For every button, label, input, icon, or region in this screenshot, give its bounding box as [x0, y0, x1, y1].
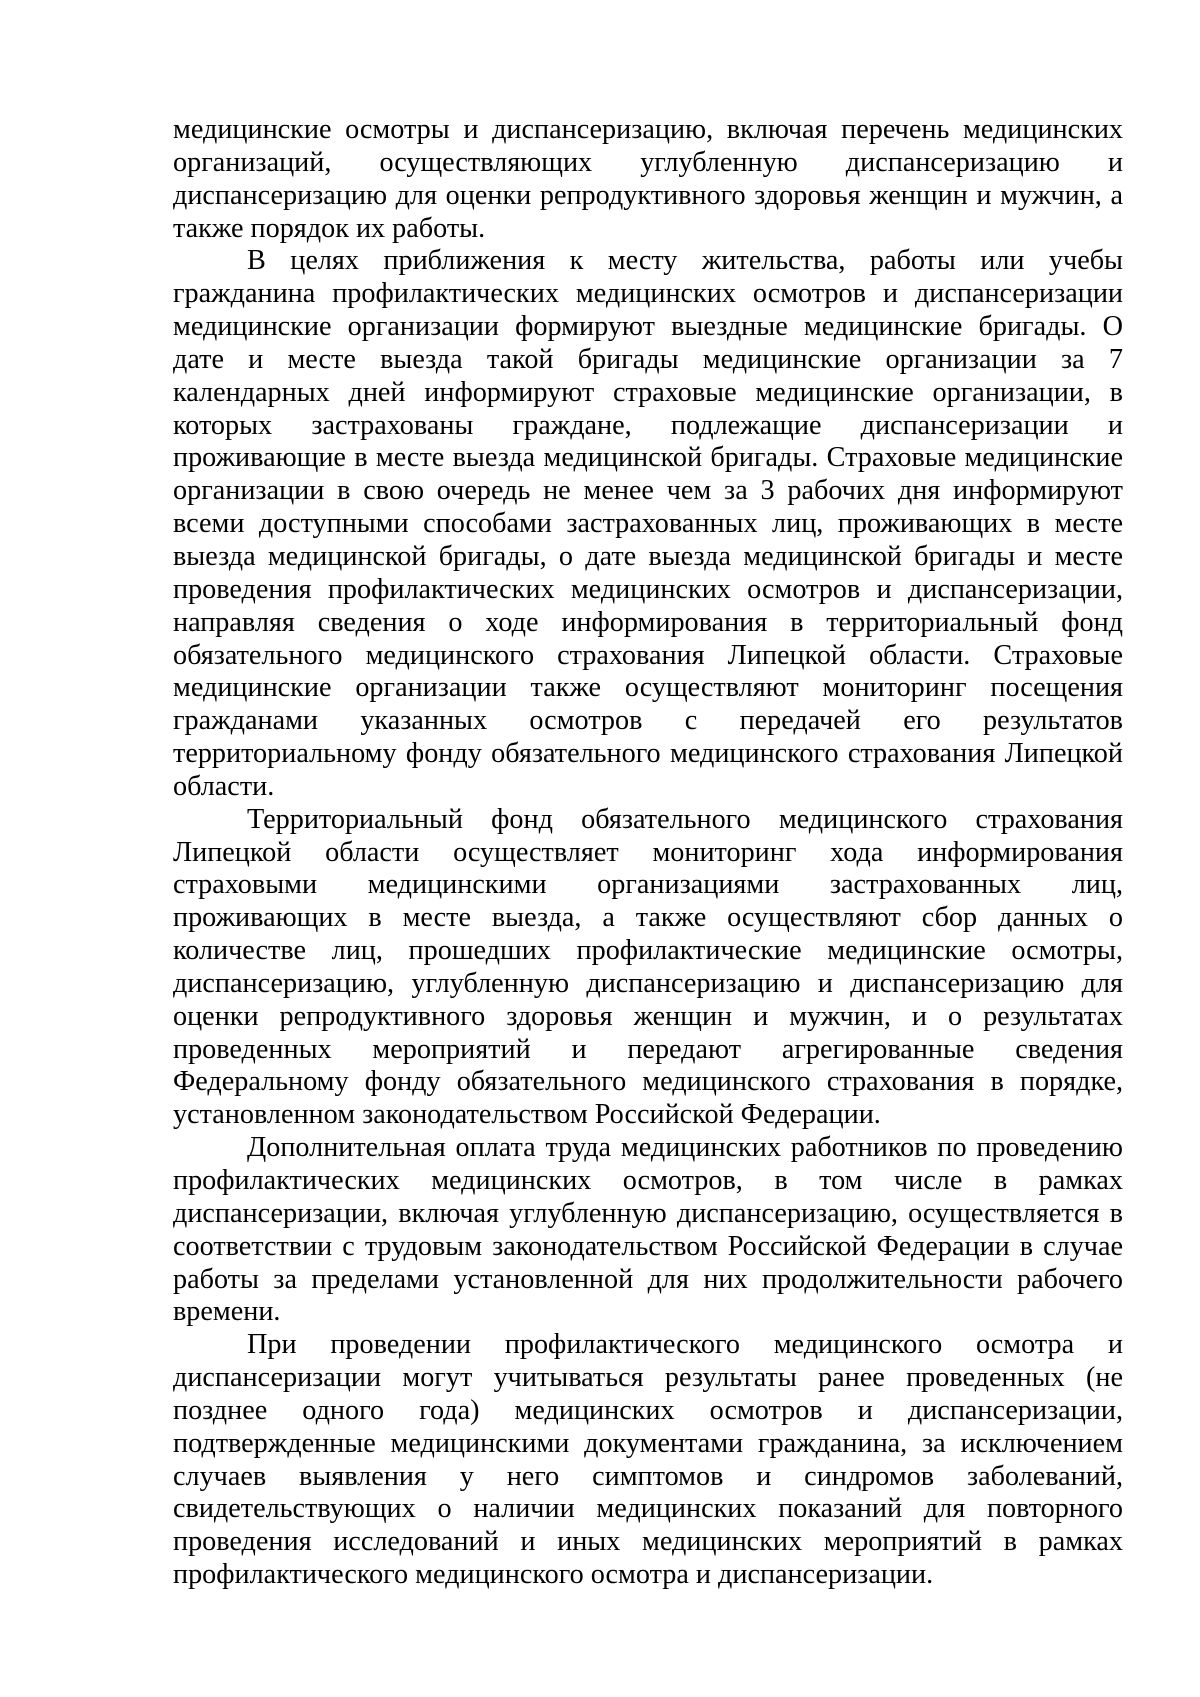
paragraph-4: Дополнительная оплата труда медицинских работников по проведению профилактических медицинских осмотров, в том числе в рамках диспансеризации, включая углубленную диспансеризацию, осуществляется в соответствии с трудовым законодательством Российской Федерации в случае работы за пределами установленной для них продолжительности рабочего времени. [173, 1132, 1123, 1328]
document-page [173, 114, 1123, 1592]
paragraph-2: В целях приближения к месту жительства, работы или учебы гражданина профилактических медицинских осмотров и диспансеризации медицинские организации формируют выездные медицинские бригады. О дате и месте выезда такой бригады медицинские организации за 7 календарных дней информируют страховые медицинские организации, в которых застрахованы граждане, подлежащие диспансеризации и проживающие в месте выезда медицинской бригады. Страховые медицинские организации в свою очередь не менее чем за 3 рабочих дня информируют всеми доступными способами застрахованных лиц, проживающих в месте выезда медицинской бригады, о дате выезда медицинской бригады и месте проведения профилактических медицинских осмотров и диспансеризации, направляя сведения о ходе информирования в территориальный фонд обязательного медицинского страхования Липецкой области. Страховые медицинские организации также осуществляют мониторинг посещения гражданами указанных осмотров с передачей его результатов территориальному фонду обязательного медицинского страхования Липецкой области. [173, 245, 1123, 802]
paragraph-1: медицинские осмотры и диспансеризацию, включая перечень медицинских организаций, осуществляющих углубленную диспансеризацию и диспансеризацию для оценки репродуктивного здоровья женщин и мужчин, а также порядок их работы. [173, 114, 1123, 244]
paragraph-3: Территориальный фонд обязательного медицинского страхования Липецкой области осуществляет мониторинг хода информирования страховыми медицинскими организациями застрахованных лиц, проживающих в месте выезда, а также осуществляют сбор данных о количестве лиц, прошедших профилактические медицинские осмотры, диспансеризацию, углубленную диспансеризацию и диспансеризацию для оценки репродуктивного здоровья женщин и мужчин, и о результатах проведенных мероприятий и передают агрегированные сведения Федеральному фонду обязательного медицинского страхования в порядке, установленном законодательством Российской Федерации. [173, 803, 1123, 1131]
paragraph-5: При проведении профилактического медицинского осмотра и диспансеризации могут учитываться результаты ранее проведенных (не позднее одного года) медицинских осмотров и диспансеризации, подтвержденные медицинскими документами гражданина, за исключением случаев выявления у него симптомов и синдромов заболеваний, свидетельствующих о наличии медицинских показаний для повторного проведения исследований и иных медицинских мероприятий в рамках профилактического медицинского осмотра и диспансеризации. [173, 1329, 1123, 1591]
